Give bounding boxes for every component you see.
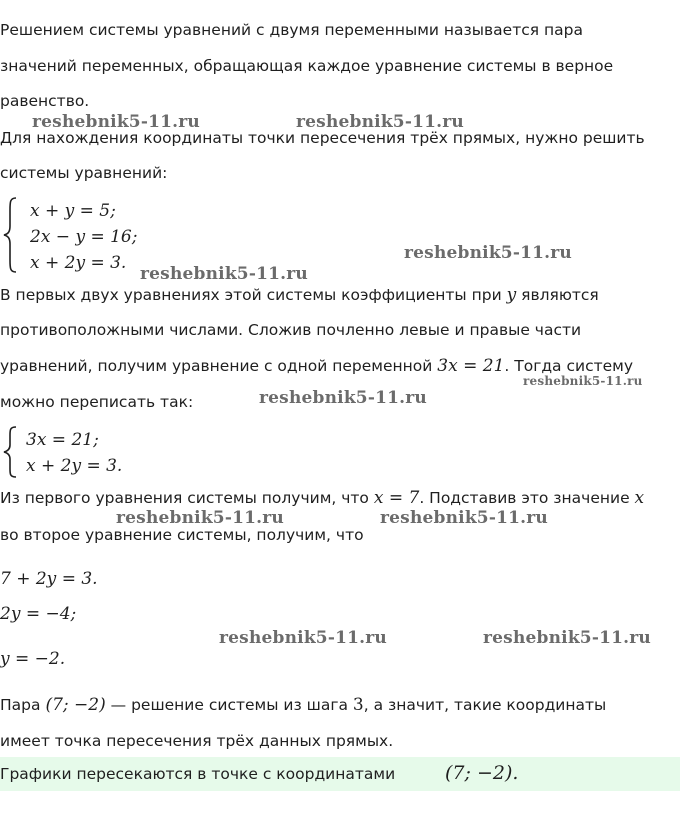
watermark: reshebnik5-11.ru (404, 243, 572, 263)
conclusion-text: — решение системы из шага (110, 696, 348, 714)
conclusion-text: Пара (0, 696, 41, 714)
explain-text: В первых двух уравнениях этой системы коэффициенты при (0, 286, 502, 304)
watermark: reshebnik5-11.ru (296, 112, 464, 132)
solve-text: . Подставив это значение (419, 489, 630, 507)
answer-box (0, 757, 680, 791)
equation-3x-21: 3x = 21 (437, 356, 505, 376)
variable-x: x (634, 488, 645, 508)
system1-equation-1: x + y = 5; (30, 201, 116, 221)
intro-line-1: Для нахождения координаты точки пересечения трёх прямых, нужно решить (0, 129, 645, 147)
watermark: reshebnik5-11.ru (483, 628, 651, 648)
explain-text: являются (521, 286, 599, 304)
conclusion-line-2: имеет точка пересечения трёх данных прямых. (0, 732, 394, 750)
system1-equation-2: 2x − y = 16; (30, 227, 138, 247)
watermark: reshebnik5-11.ru (259, 388, 427, 408)
definition-line-3: равенство. (0, 92, 90, 110)
step-3: y = −2. (0, 649, 66, 669)
conclusion-text: , а значит, такие координаты (363, 696, 607, 714)
explain-line-2: противоположными числами. Сложив почленно левые и правые части (0, 321, 582, 339)
step-1: 7 + 2y = 3. (0, 569, 98, 589)
step-number: 3 (352, 695, 364, 715)
watermark: reshebnik5-11.ru (116, 508, 284, 528)
watermark: reshebnik5-11.ru (219, 628, 387, 648)
system-brace (2, 196, 20, 274)
answer-text: Графики пересекаются в точке с координатами (0, 765, 396, 783)
watermark: reshebnik5-11.ru (523, 374, 643, 388)
conclusion-line-1 (0, 695, 606, 715)
definition-line-2: значений переменных, обращающая каждое уравнение системы в верное (0, 57, 614, 75)
solve-line-1 (0, 488, 644, 508)
equation-x-7: x = 7 (373, 488, 420, 508)
solve-text: Из первого уравнения системы получим, что (0, 489, 369, 507)
explain-line-4: можно переписать так: (0, 393, 194, 411)
point-7-minus-2: (7; −2) (45, 695, 106, 715)
watermark: reshebnik5-11.ru (380, 508, 548, 528)
system2-equation-1: 3x = 21; (26, 430, 99, 450)
explain-line-1 (0, 285, 599, 305)
variable-y: y (506, 285, 517, 305)
answer-point: (7; −2). (445, 762, 519, 784)
explain-line-3 (0, 356, 633, 376)
watermark: reshebnik5-11.ru (140, 264, 308, 284)
watermark: reshebnik5-11.ru (32, 112, 200, 132)
system1-equation-3: x + 2y = 3. (30, 253, 127, 273)
explain-text: уравнений, получим уравнение с одной переменной (0, 357, 433, 375)
step-2: 2y = −4; (0, 604, 77, 624)
explain-text: . Тогда систему (504, 357, 634, 375)
intro-line-2: системы уравнений: (0, 164, 168, 182)
definition-line-1: Решением системы уравнений с двумя переменными называется пара (0, 21, 583, 39)
solve-line-2: во второе уравнение системы, получим, что (0, 526, 364, 544)
system2-equation-2: x + 2y = 3. (26, 456, 123, 476)
system-brace (2, 425, 20, 479)
